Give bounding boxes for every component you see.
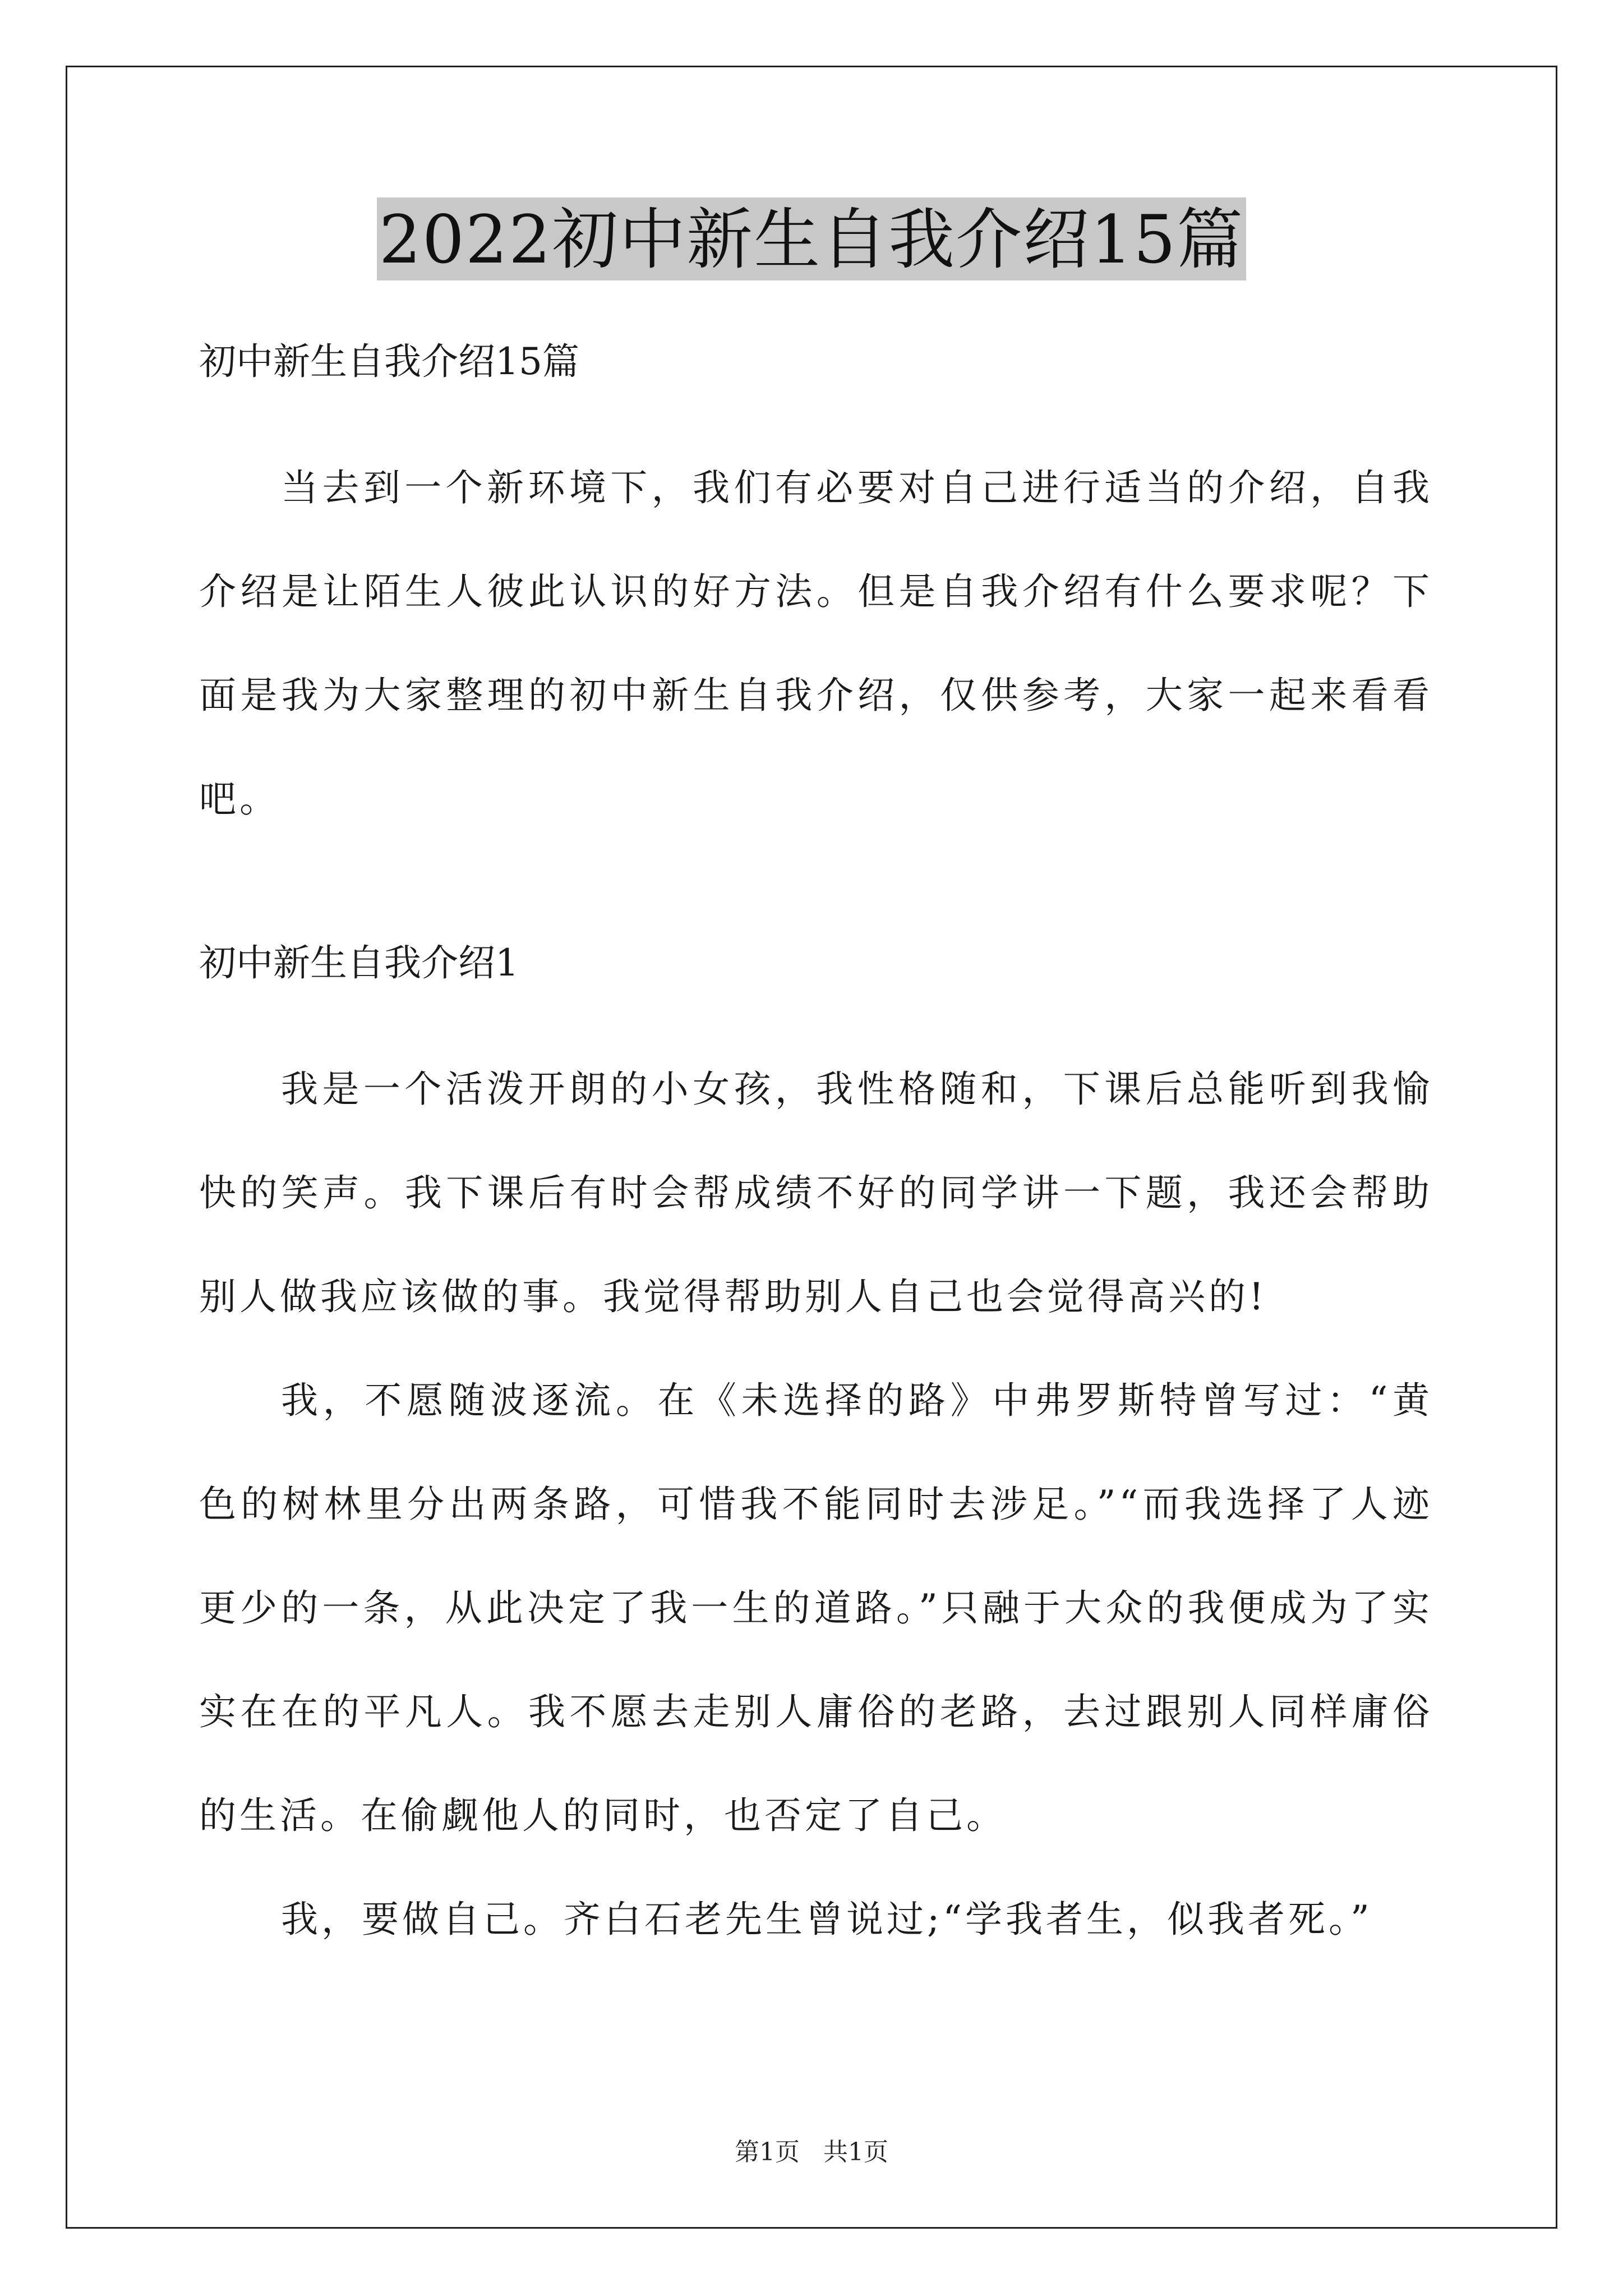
body-paragraph: 我是一个活泼开朗的小女孩，我性格随和，下课后总能听到我愉快的笑声。我下课后有时会帮成绩不好的同学讲一下题，我还会帮助别人做我应该做的事。我觉得帮助别人自己也会觉得高兴的!: [199, 1068, 1433, 1318]
body-paragraph: 我，不愿随波逐流。在《未选择的路》中弗罗斯特曾写过：“黄色的树林里分出两条路，可惜我不能同时去涉足。”“而我选择了人迹更少的一条，从此决定了我一生的道路。”只融于大众的我便成为了实实在在的平凡人。我不愿去走别人庸俗的老路，去过跟别人同样庸俗的生活。在偷觑他人的同时，也否定了自己。: [199, 1379, 1433, 1837]
title-container: [0, 197, 1623, 280]
document-body: [199, 306, 1433, 1971]
document-title: 2022初中新生自我介绍15篇: [377, 197, 1246, 280]
section-heading: 初中新生自我介绍1: [199, 941, 519, 984]
intro-paragraph: 当去到一个新环境下，我们有必要对自己进行适当的介绍，自我介绍是让陌生人彼此认识的好方法。但是自我介绍有什么要求呢？下面是我为大家整理的初中新生自我介绍，仅供参考，大家一起来看看吧。: [199, 466, 1433, 821]
body-paragraph: 我，要做自己。齐白石老先生曾说过;“学我者生，似我者死。”: [281, 1898, 1373, 1941]
document-subtitle: 初中新生自我介绍15篇: [199, 340, 579, 383]
page-footer: 第1页 共1页: [735, 2138, 888, 2166]
